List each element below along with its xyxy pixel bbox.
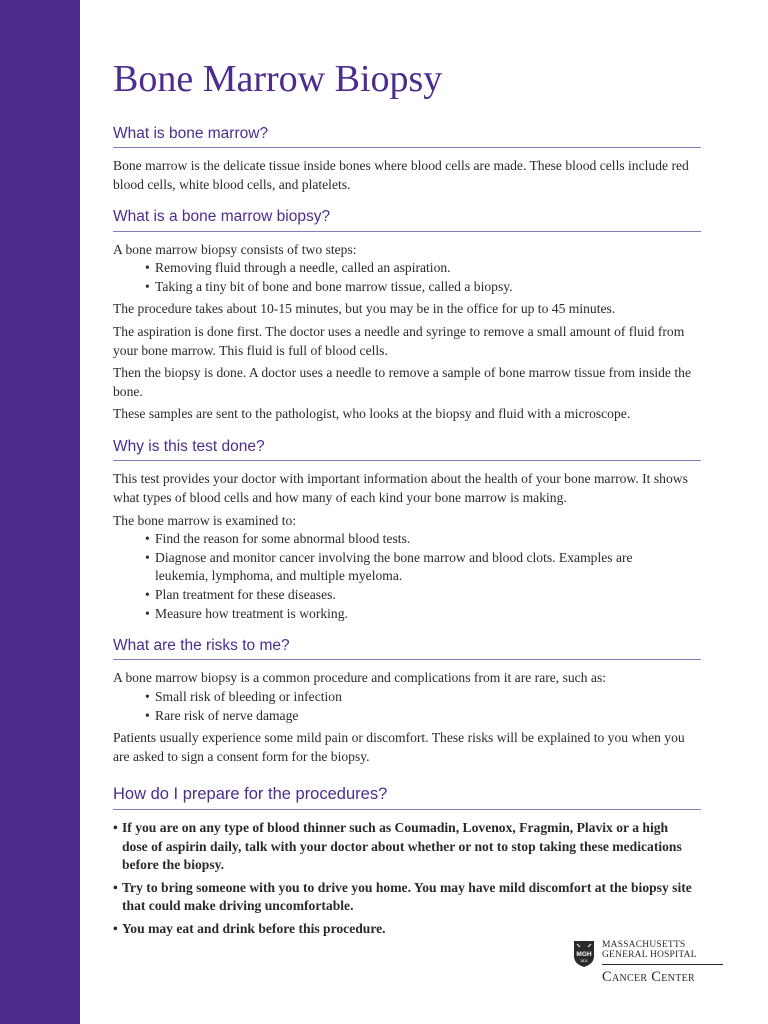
section-what-is-bone-marrow xyxy=(113,124,701,195)
list-item: • Try to bring someone with you to drive you home. You may have mild discomfort at the biopsy site that could make driving uncomfortable. xyxy=(113,879,692,914)
shield-year: 1811 xyxy=(580,959,588,963)
bullet-icon: • xyxy=(145,707,150,723)
logo-divider xyxy=(602,964,723,965)
list-item: • Measure how treatment is working. xyxy=(145,605,701,624)
bullet-icon: • xyxy=(113,921,118,937)
bold-bullet-list xyxy=(113,819,701,939)
list-item: • Small risk of bleeding or infection xyxy=(145,688,701,707)
list-item: • Find the reason for some abnormal blood tests. xyxy=(145,530,701,549)
mgh-shield-icon xyxy=(573,940,595,968)
list-item: • Diagnose and monitor cancer involving the bone marrow and blood clots. Examples are leukemia, lymphoma, and multiple myeloma. xyxy=(145,549,633,584)
section-heading: What is a bone marrow biopsy? xyxy=(113,207,701,231)
section-why-test xyxy=(113,437,701,623)
bullet-icon: • xyxy=(145,605,150,621)
sidebar-band xyxy=(0,0,80,1024)
bullet-icon: • xyxy=(113,820,118,836)
bullet-icon: • xyxy=(145,549,150,565)
bullet-list xyxy=(113,259,701,296)
bullet-list xyxy=(113,530,701,623)
bullet-list xyxy=(113,688,701,725)
section-risks xyxy=(113,636,701,766)
paragraph: These samples are sent to the pathologist, who looks at the biopsy and fluid with a microscope. xyxy=(113,406,631,422)
paragraph: The procedure takes about 10-15 minutes, but you may be in the office for up to 45 minutes. xyxy=(113,301,616,317)
paragraph: A bone marrow biopsy consists of two steps: xyxy=(113,241,357,257)
section-heading: What are the risks to me? xyxy=(113,636,701,660)
paragraph: Bone marrow is the delicate tissue inside bones where blood cells are made. These blood cells include red blood cells, white blood cells, and platelets. xyxy=(113,158,689,192)
bullet-icon: • xyxy=(145,531,150,547)
section-heading: What is bone marrow? xyxy=(113,124,701,148)
bullet-icon: • xyxy=(145,260,150,276)
paragraph: The bone marrow is examined to: xyxy=(113,512,297,528)
list-item: • Taking a tiny bit of bone and bone marrow tissue, called a biopsy. xyxy=(145,278,701,297)
bullet-icon: • xyxy=(113,879,118,895)
section-prepare xyxy=(113,784,701,938)
section-heading: Why is this test done? xyxy=(113,437,701,461)
cancer-center-label: Cancer Center xyxy=(602,969,695,985)
paragraph: Patients usually experience some mild pain or discomfort. These risks will be explained to you when you are asked to sign a consent form for the biopsy. xyxy=(113,730,685,764)
shield-text: MGH xyxy=(576,951,592,958)
paragraph: This test provides your doctor with important information about the health of your bone marrow. It shows what types of blood cells and how many of each kind your bone marrow is making. xyxy=(113,471,688,505)
list-item: • Rare risk of nerve damage xyxy=(145,707,701,726)
list-item: • You may eat and drink before this procedure. xyxy=(113,920,701,939)
paragraph: A bone marrow biopsy is a common procedure and complications from it are rare, such as: xyxy=(113,670,607,686)
hospital-name: MASSACHUSETTS GENERAL HOSPITAL xyxy=(602,940,697,960)
page-title: Bone Marrow Biopsy xyxy=(113,58,443,100)
list-item: • If you are on any type of blood thinner such as Coumadin, Lovenox, Fragmin, Plavix or a high dose of aspirin daily, talk with your doctor about whether or not to stop taking these medications before the biopsy. xyxy=(113,820,682,873)
section-what-is-biopsy xyxy=(113,207,701,424)
section-heading: How do I prepare for the procedures? xyxy=(113,784,701,810)
mgh-cancer-center-logo xyxy=(573,940,723,990)
bullet-icon: • xyxy=(145,689,150,705)
list-item: • Plan treatment for these diseases. xyxy=(145,586,701,605)
bullet-icon: • xyxy=(145,586,150,602)
paragraph: Then the biopsy is done. A doctor uses a needle to remove a sample of bone marrow tissue from inside the bone. xyxy=(113,365,691,399)
paragraph: The aspiration is done first. The doctor uses a needle and syringe to remove a small amount of fluid from your bone marrow. This fluid is full of blood cells. xyxy=(113,324,685,358)
document-content xyxy=(113,58,701,952)
bullet-icon: • xyxy=(145,278,150,294)
list-item: • Removing fluid through a needle, called an aspiration. xyxy=(145,259,701,278)
